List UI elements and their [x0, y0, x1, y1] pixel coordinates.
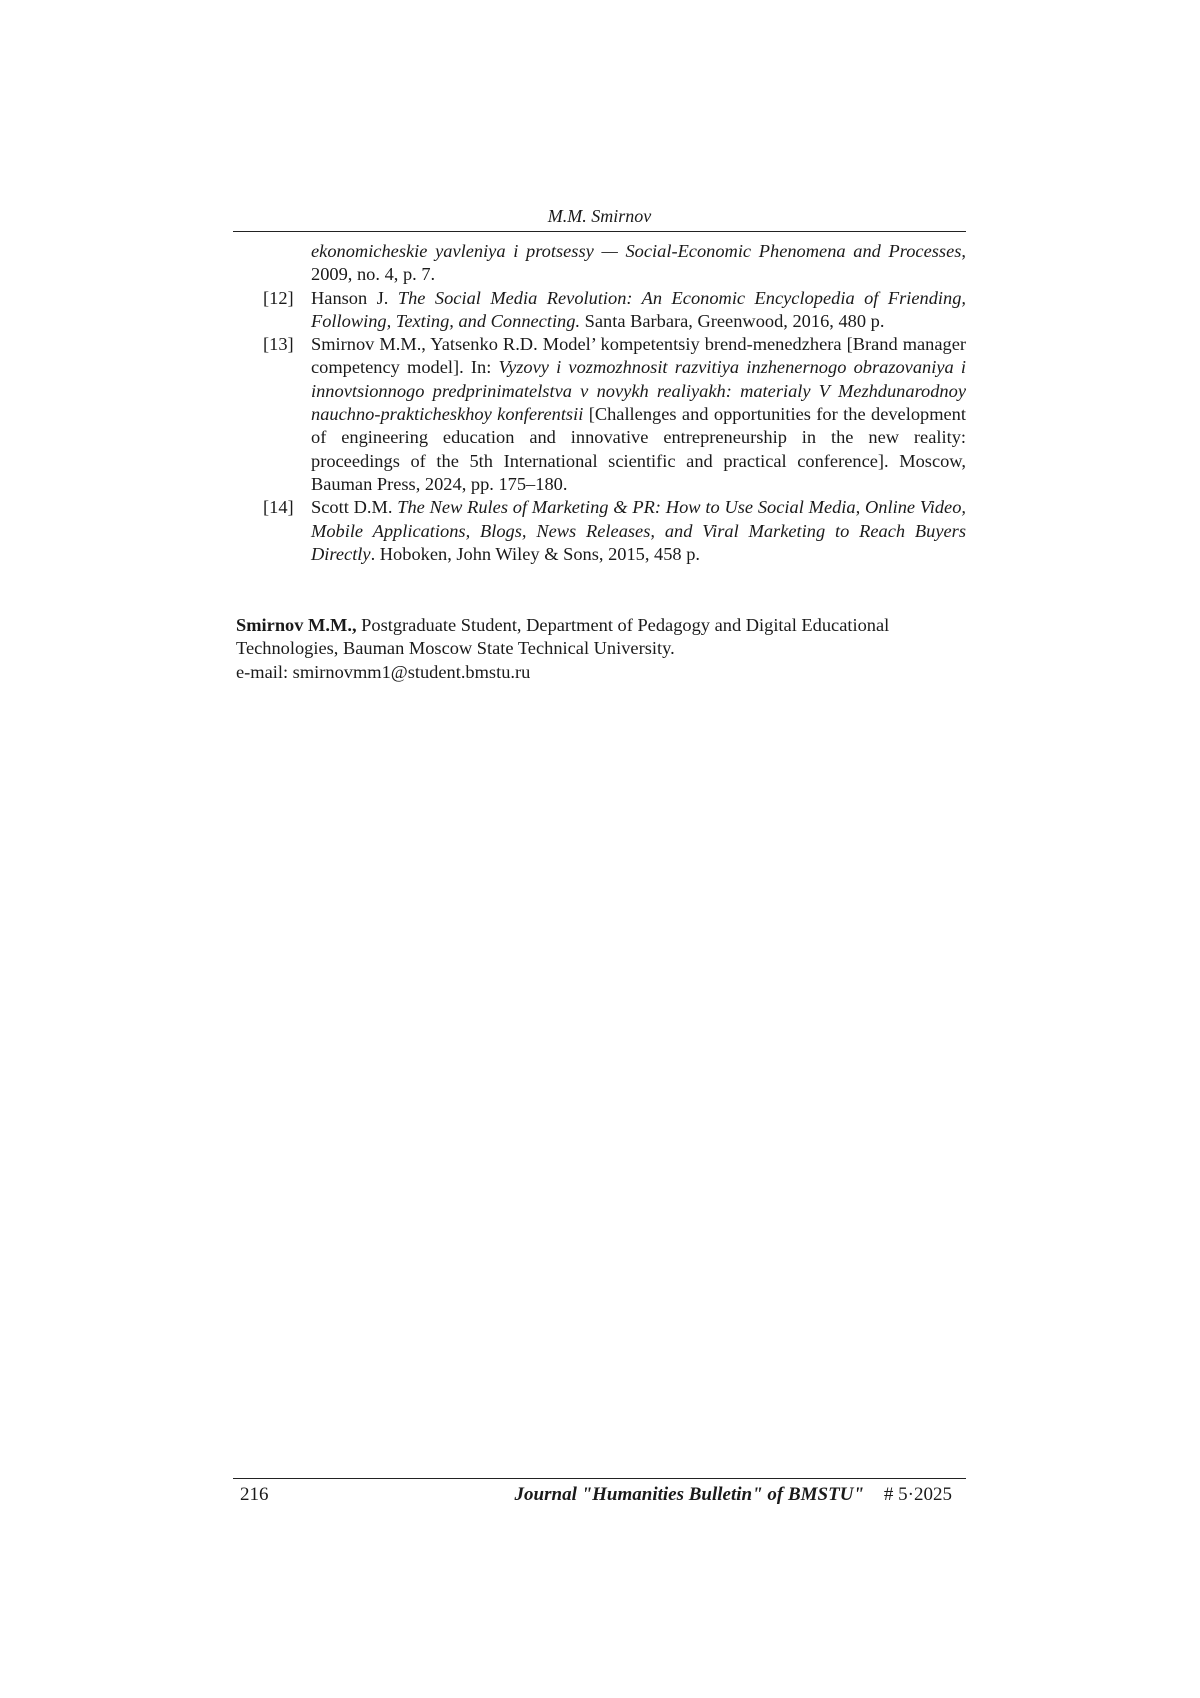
- reference-title: The Social Media Revolution: An Economic Encyclopedia of Friending, Following, Texting, and Connecting.: [311, 287, 967, 331]
- reference-continuation-text: [311, 240, 966, 287]
- issue-number: # 5·2025: [883, 1484, 952, 1505]
- reference-text: [311, 333, 966, 496]
- author-affiliation: Postgraduate Student, Department of Pedagogy and Digital Educational Technologies, Bauman Moscow State Technical University.: [236, 615, 890, 659]
- reference-item-13: [233, 333, 966, 496]
- reference-title: The New Rules of Marketing & PR: How to Use Social Media, Online Video, Mobile Applications, Blogs, News Releases, and Viral Marketing to Reach Buyers Directly: [311, 497, 966, 564]
- reference-text: [311, 287, 966, 334]
- reference-number: [12]: [263, 287, 294, 308]
- reference-authors: Hanson J.: [311, 287, 398, 308]
- running-header: M.M. Smirnov: [547, 206, 652, 226]
- reference-continuation-italic: ekonomicheskie yavleniya i protsessy — Social-Economic Phenomena and Processes: [311, 241, 962, 261]
- reference-title: Vyzovy i vozmozhnosit razvitiya inzhenernogo obrazovaniya i innovtsionnogo predprinimatelstva v novykh realiyakh: materialy V Mezhdunarodnoy nauchno-prakticheskhoy konferentsii: [311, 357, 966, 425]
- reference-item-12: [233, 287, 966, 334]
- reference-item-14: [233, 496, 966, 566]
- journal-title: Journal "Humanities Bulletin" of BMSTU": [514, 1484, 864, 1505]
- header-rule: [233, 231, 966, 232]
- reference-number: [13]: [263, 334, 294, 355]
- footer-rule: [233, 1478, 966, 1479]
- page-number: 216: [240, 1484, 269, 1505]
- reference-number: [14]: [263, 497, 294, 518]
- reference-tail: [Challenges and opportunities for the development of engineering education and innovative entrepreneurship in the new reality: proceedings of the 5th International scientific and practical conference]. Moscow, Bauman Press, 2024, pp. 175–180.: [311, 404, 966, 494]
- reference-authors: Scott D.M.: [311, 497, 398, 518]
- reference-tail: . Hoboken, John Wiley & Sons, 2015, 458 p.: [370, 543, 701, 564]
- author-email: e-mail: smirnovmm1@student.bmstu.ru: [236, 661, 531, 682]
- reference-continuation-plain: , 2009, no. 4, p. 7.: [311, 241, 966, 285]
- reference-list: [233, 240, 966, 566]
- author-info: [236, 614, 966, 684]
- reference-lead: Smirnov M.M., Yatsenko R.D. Model’ kompetentsiy brend-menedzhera [Brand manager competency model]. In:: [311, 334, 966, 378]
- reference-continuation: [233, 240, 966, 287]
- author-name: Smirnov M.M.,: [236, 615, 357, 635]
- reference-tail: Santa Barbara, Greenwood, 2016, 480 p.: [580, 310, 885, 331]
- reference-text: [311, 496, 966, 566]
- author-description: [236, 614, 966, 661]
